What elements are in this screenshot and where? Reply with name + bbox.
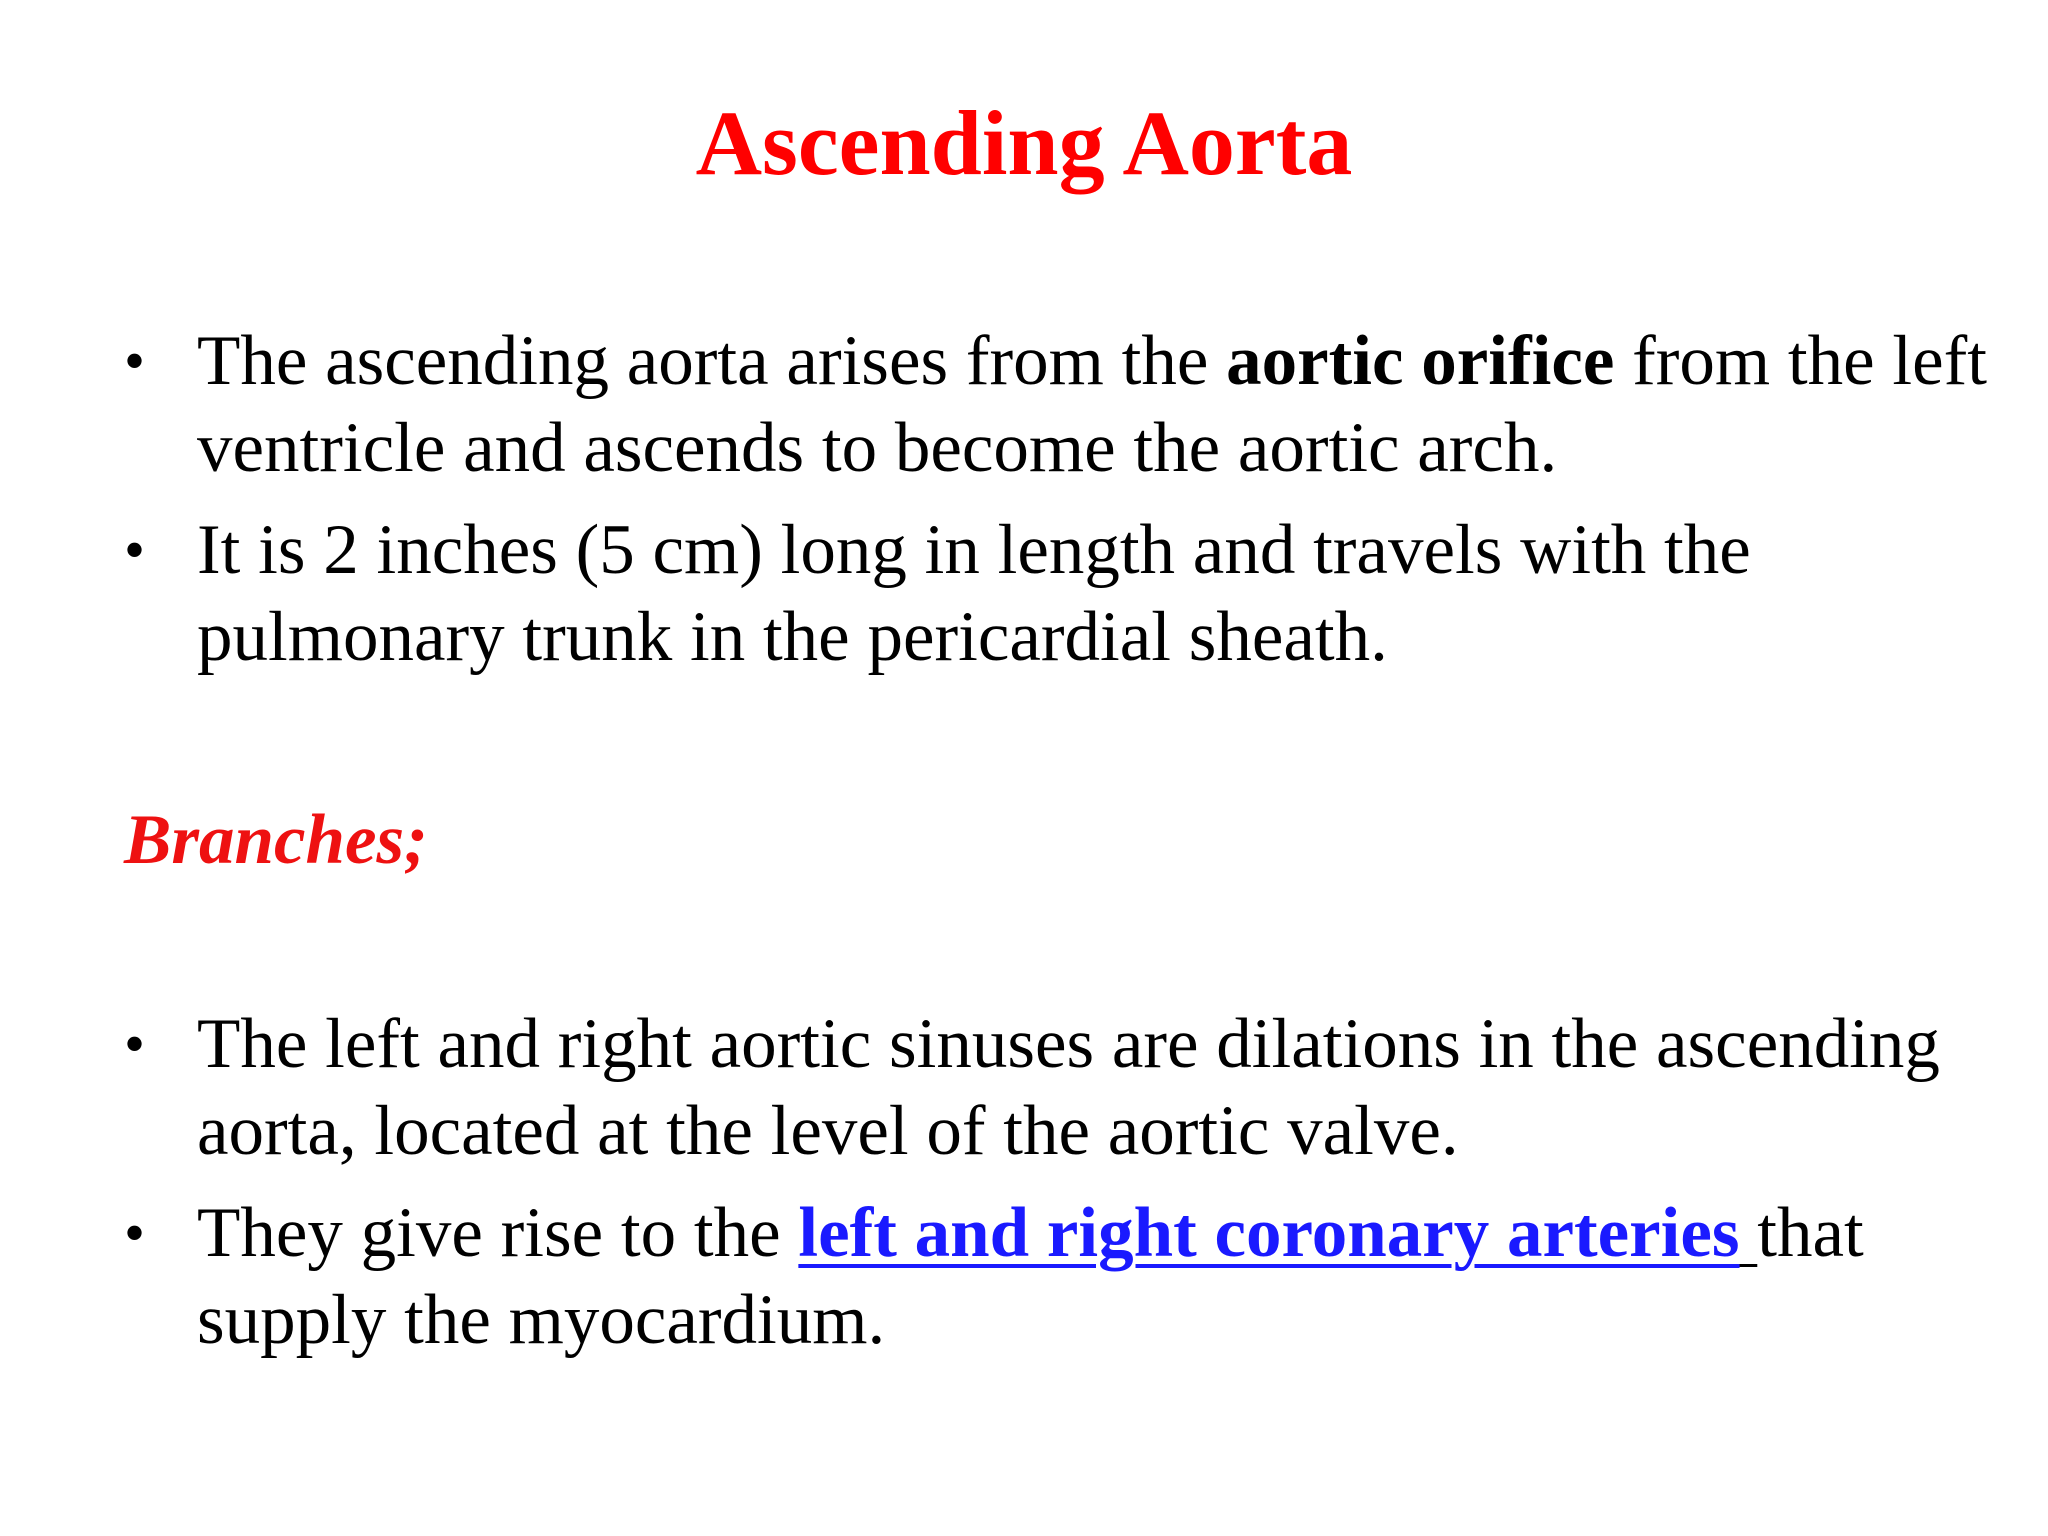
coronary-arteries-link[interactable]: left and right coronary arteries	[798, 1194, 1740, 1272]
bullet-text-start: The ascending aorta arises from the	[197, 322, 1227, 400]
branches-heading: Branches;	[124, 801, 428, 879]
bullet-dot-icon: •	[124, 328, 146, 394]
bullet-text-end: that supply the myocardium.	[197, 1194, 1864, 1359]
bullet-dot-icon: •	[124, 1011, 146, 1077]
bullet-dot-icon: •	[124, 517, 146, 583]
slide-title: Ascending Aorta	[695, 92, 1353, 194]
link-trailing-space	[1740, 1194, 1758, 1272]
bullet-text: It is 2 inches (5 cm) long in length and travels with the pulmonary trunk in the pericardial sheath.	[197, 511, 1751, 676]
intro-bullet-list	[0, 318, 2048, 696]
bullet-text-end: from the left ventricle and ascends to become the aortic arch.	[197, 322, 1987, 487]
bullet-text: The left and right aortic sinuses are dilations in the ascending aorta, located at the level of the aortic valve.	[197, 1005, 1940, 1170]
bullet-coronary-arteries	[0, 1190, 2048, 1364]
branch-bullet-list	[0, 1001, 2048, 1379]
bullet-dot-icon: •	[124, 1200, 146, 1266]
bullet-aorta-length	[0, 507, 2048, 681]
bullet-text-start: They give rise to the	[197, 1194, 799, 1272]
bold-term-aortic-orifice: aortic orifice	[1226, 322, 1615, 400]
bullet-aortic-origin	[0, 318, 2048, 492]
bullet-aortic-sinuses	[0, 1001, 2048, 1175]
